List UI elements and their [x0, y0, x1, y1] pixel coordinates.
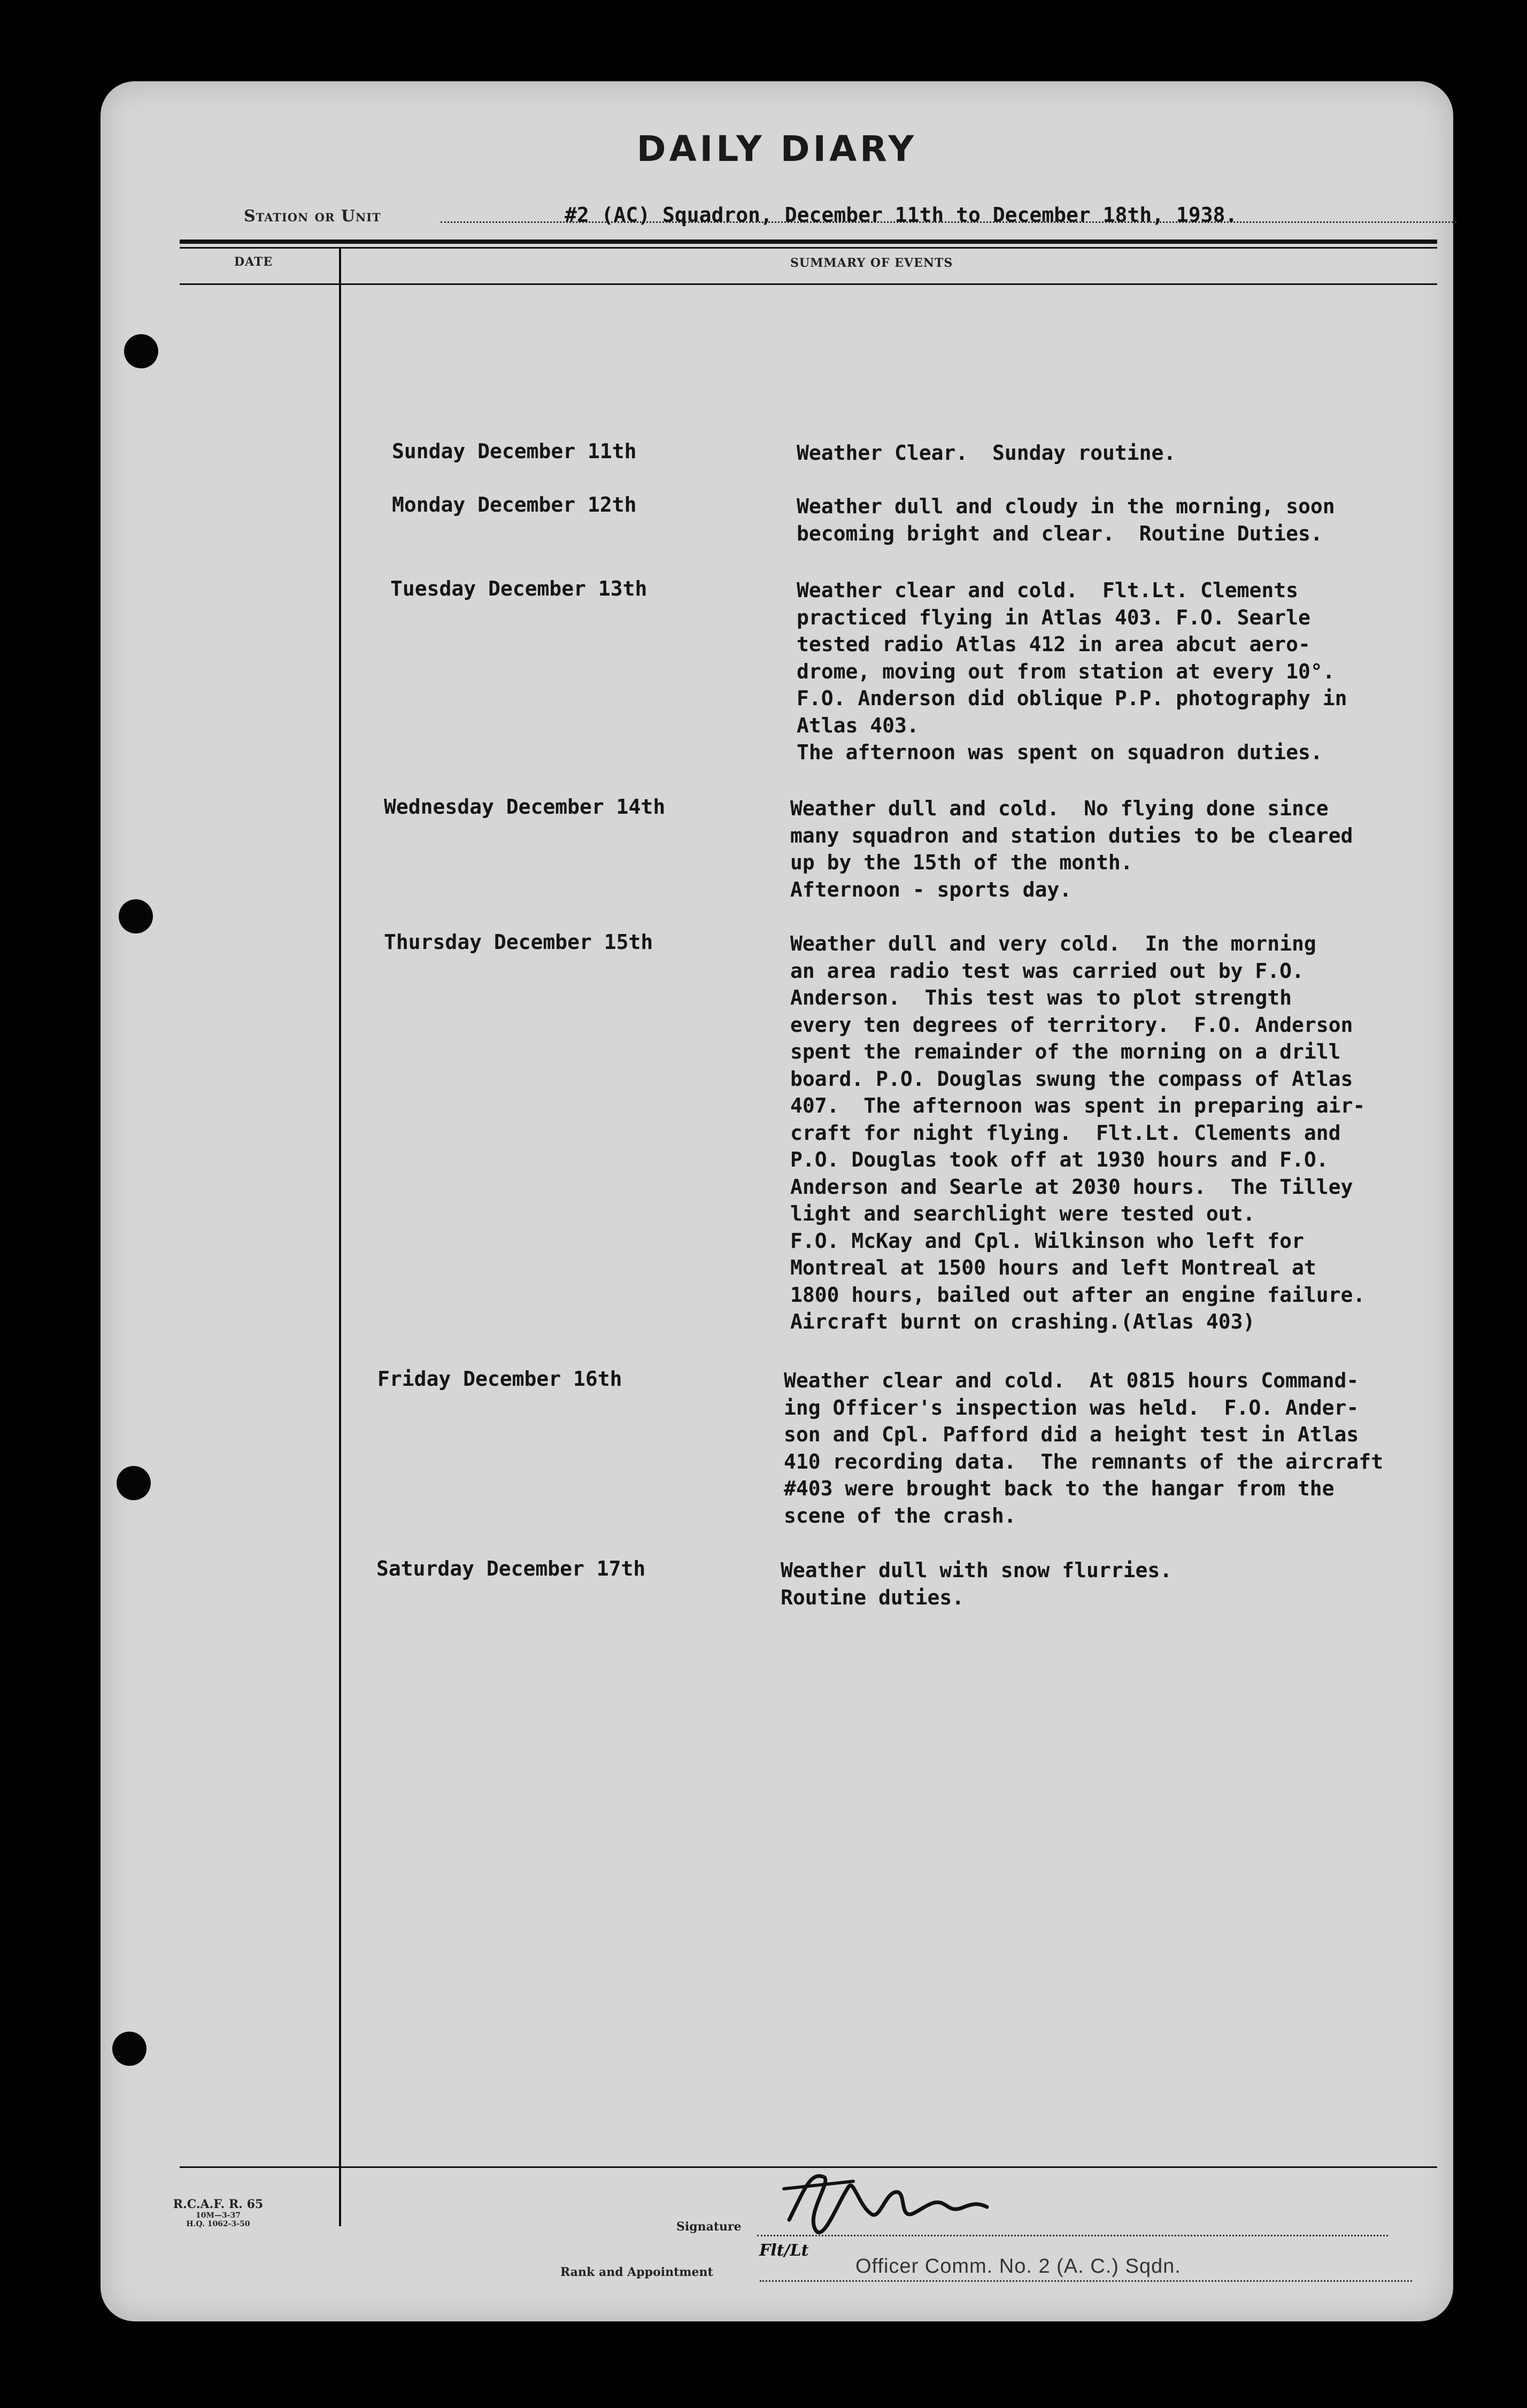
column-header-rule — [180, 283, 1437, 285]
entry-date: Friday December 16th — [377, 1367, 622, 1391]
form-code-line-2: 10M—3-37 — [195, 2211, 241, 2220]
form-code-line-3: H.Q. 1062-3-50 — [186, 2220, 250, 2228]
entry-summary-line: up by the 15th of the month. — [790, 851, 1133, 874]
entry-summary-line: scene of the crash. — [784, 1503, 1016, 1527]
binder-hole — [119, 899, 153, 933]
entry-summary — [797, 493, 1335, 547]
binder-hole — [112, 2032, 146, 2066]
entry-date: Tuesday December 13th — [390, 577, 647, 600]
signature-image — [773, 2156, 998, 2247]
entry-summary — [797, 439, 1176, 467]
entry-summary-line: light and searchlight were tested out. — [790, 1202, 1255, 1225]
entry-summary-line: 1800 hours, bailed out after an engine failure. — [790, 1283, 1366, 1307]
entry-summary-line: Weather dull and cold. No flying done since — [790, 797, 1329, 820]
form-code-line-1: R.C.A.F. R. 65 — [173, 2197, 264, 2211]
unit-value: #2 (AC) Squadron, December 11th to December 18th, 1938. — [565, 203, 1238, 227]
entry-summary-line: ing Officer's inspection was held. F.O. Ander- — [784, 1395, 1359, 1419]
entry-date: Monday December 12th — [392, 493, 637, 516]
entry-summary — [781, 1557, 1172, 1611]
entry-summary-line: The afternoon was spent on squadron duties. — [797, 740, 1323, 764]
date-column-divider — [339, 248, 341, 2226]
summary-column-header: SUMMARY OF EVENTS — [790, 256, 953, 270]
rank-dotted-line — [760, 2280, 1412, 2282]
entry-summary-line: 407. The afternoon was spent in preparing air- — [790, 1094, 1366, 1117]
entry-summary-line: Weather clear and cold. Flt.Lt. Clements — [797, 578, 1298, 602]
entry-summary-line: son and Cpl. Pafford did a height test in Atlas — [784, 1423, 1359, 1446]
entry-summary-line: Aircraft burnt on crashing.(Atlas 403) — [790, 1310, 1255, 1333]
entry-date: Saturday December 17th — [376, 1557, 646, 1580]
entry-summary-line: becoming bright and clear. Routine Duties. — [797, 521, 1323, 545]
header-rule-top — [180, 240, 1437, 244]
entry-summary-line: P.O. Douglas took off at 1930 hours and F.O. — [790, 1148, 1329, 1171]
entry-summary — [790, 795, 1353, 903]
signature-label: Signature — [676, 2220, 742, 2234]
entry-summary-line: many squadron and station duties to be cleared — [790, 823, 1353, 847]
binder-hole — [124, 334, 158, 368]
entry-summary-line: Afternoon - sports day. — [790, 877, 1072, 901]
page-title: DAILY DIARY — [636, 128, 917, 169]
entry-summary-line: Anderson. This test was to plot strength — [790, 986, 1292, 1009]
entry-summary-line: Weather clear and cold. At 0815 hours Command- — [784, 1369, 1359, 1392]
binder-hole — [117, 1466, 151, 1500]
entry-summary-line: Routine duties. — [781, 1585, 965, 1609]
entry-summary-line: drome, moving out from station at every 10°. — [797, 659, 1335, 683]
entry-date: Sunday December 11th — [392, 439, 637, 463]
date-column-header: DATE — [234, 255, 273, 269]
form-code — [149, 2197, 288, 2228]
entry-summary-line: craft for night flying. Flt.Lt. Clements and — [790, 1121, 1341, 1145]
entry-summary-line: #403 were brought back to the hangar from the — [784, 1477, 1335, 1500]
rank-handwritten: Flt/Lt — [759, 2241, 809, 2260]
entry-summary-line: tested radio Atlas 412 in area abcut aero- — [797, 632, 1310, 656]
entry-summary-line: practiced flying in Atlas 403. F.O. Searle — [797, 605, 1310, 629]
entry-summary-line: Weather dull and cloudy in the morning, soon — [797, 495, 1335, 518]
entry-summary-line: Anderson and Searle at 2030 hours. The Tilley — [790, 1175, 1353, 1199]
entry-summary — [784, 1367, 1383, 1529]
entry-summary-line: Atlas 403. — [797, 713, 919, 737]
diary-page — [101, 81, 1453, 2321]
entry-summary — [797, 577, 1347, 766]
entry-summary-line: an area radio test was carried out by F.O. — [790, 959, 1304, 983]
entry-summary — [790, 930, 1365, 1336]
entry-summary-line: every ten degrees of territory. F.O. Anderson — [790, 1013, 1353, 1037]
entry-summary-line: Weather dull with snow flurries. — [781, 1558, 1173, 1582]
unit-label: Station or Unit — [244, 207, 381, 226]
header-rule-thin — [180, 247, 1437, 249]
entry-summary-line: F.O. McKay and Cpl. Wilkinson who left for — [790, 1229, 1304, 1253]
entry-summary-line: spent the remainder of the morning on a drill — [790, 1040, 1341, 1063]
entry-summary-line: board. P.O. Douglas swung the compass of Atlas — [790, 1067, 1353, 1091]
entry-date: Wednesday December 14th — [384, 795, 666, 819]
entry-summary-line: Weather dull and very cold. In the morning — [790, 932, 1316, 955]
entry-summary-line: 410 recording data. The remnants of the aircraft — [784, 1449, 1384, 1473]
entry-summary-line: F.O. Anderson did oblique P.P. photography in — [797, 686, 1347, 710]
rank-label: Rank and Appointment — [560, 2265, 713, 2279]
entry-date: Thursday December 15th — [384, 930, 653, 954]
rank-stamp: Officer Comm. No. 2 (A. C.) Sqdn. — [855, 2255, 1181, 2278]
entry-summary-line: Weather Clear. Sunday routine. — [797, 441, 1176, 465]
entry-summary-line: Montreal at 1500 hours and left Montreal at — [790, 1256, 1316, 1279]
